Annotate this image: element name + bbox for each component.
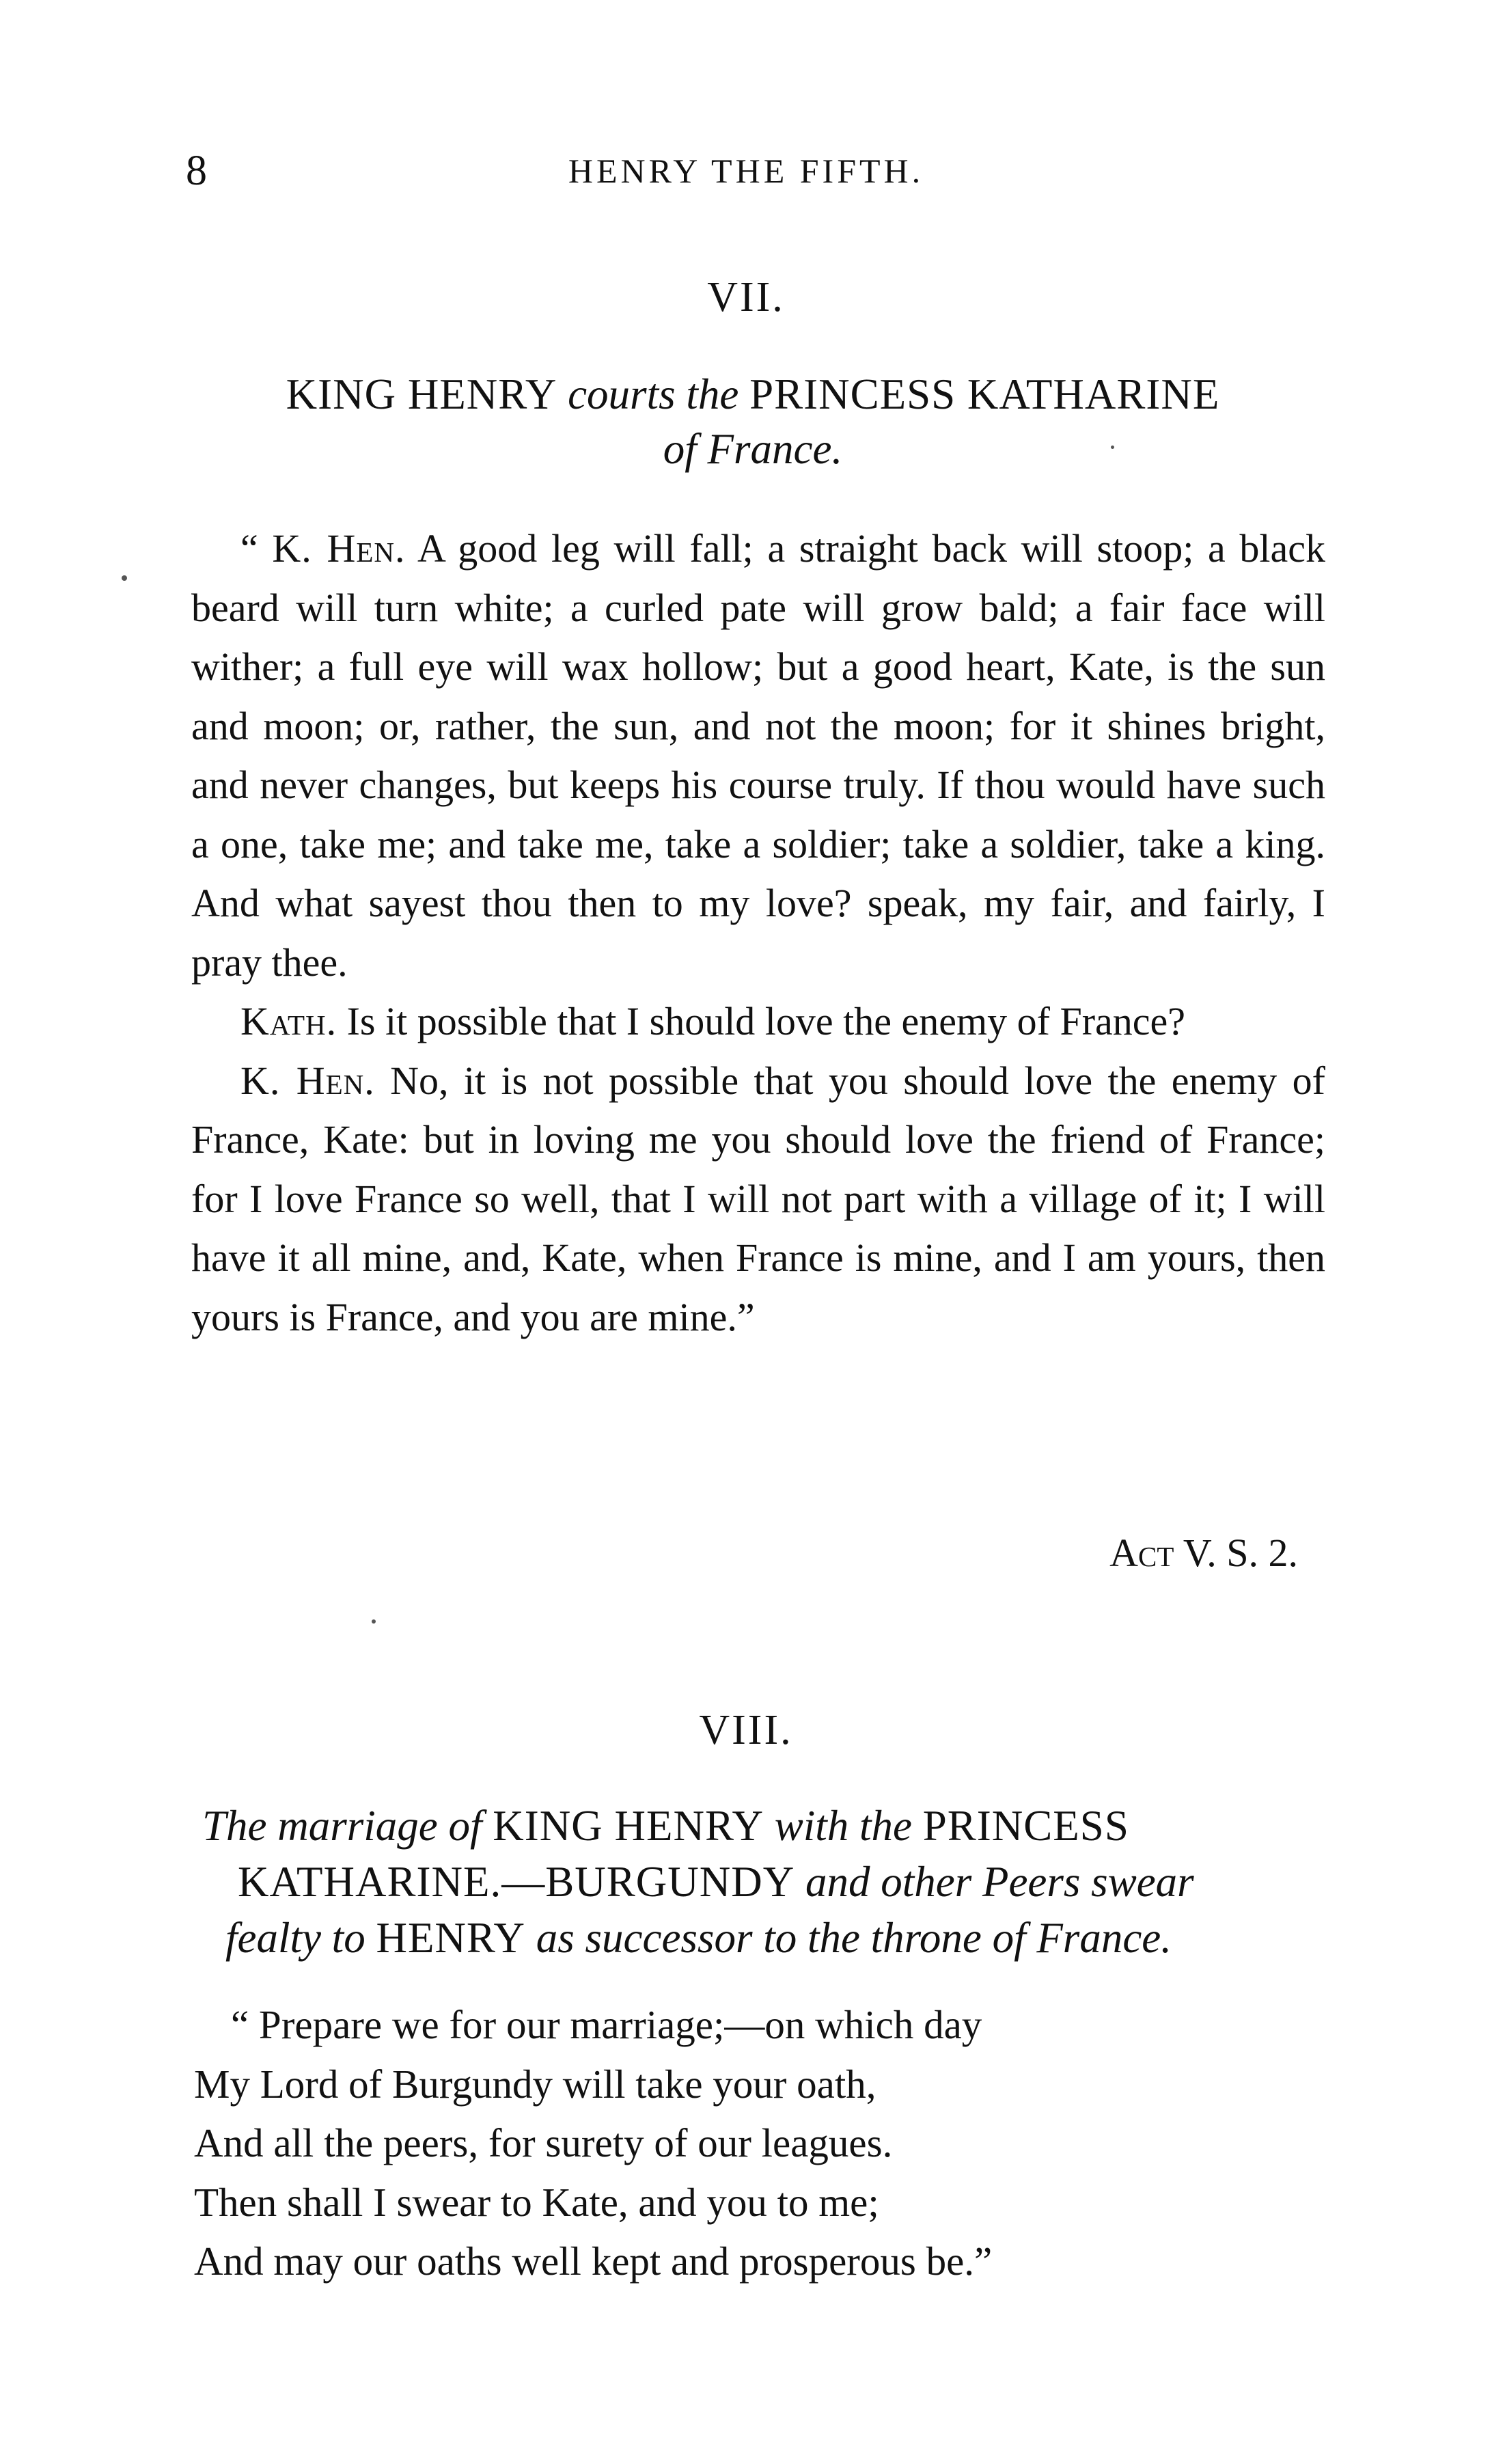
verse-line: Then shall I swear to Kate, and you to me; xyxy=(194,2179,879,2225)
heading-katharine-burgundy: KATHARINE.—BURGUNDY xyxy=(238,1858,795,1906)
speech-text: No, it is not possible that you should love the enemy of France, Kate: but in loving me you should love the friend of France; for I love France so well, that I will not part with a village of it; I will have it all mine, and, Kate, when France is mine, and I am yours, then yours is France, and you are mine.” xyxy=(191,1058,1325,1339)
section-numeral-vii: VII. xyxy=(707,274,785,320)
section-numeral-viii: VIII. xyxy=(699,1707,793,1753)
speech-paragraph xyxy=(191,992,1325,1052)
print-speck xyxy=(1111,446,1114,449)
act-scene-citation xyxy=(956,1524,1298,1583)
citation-scene: V. S. 2. xyxy=(1174,1531,1298,1575)
page-number: 8 xyxy=(186,148,207,194)
verse-line: And may our oaths well kept and prosperous be.” xyxy=(194,2239,993,2284)
print-speck xyxy=(122,575,127,581)
verse-line: “ Prepare we for our marriage;—on which day xyxy=(231,2002,982,2047)
heading-as-successor: as successor to the throne of France. xyxy=(525,1914,1172,1962)
citation-act: Act xyxy=(1109,1531,1174,1575)
section-heading-viii-line2 xyxy=(238,1853,1331,1911)
section-heading-viii-line3 xyxy=(225,1909,1318,1967)
verse-line: My Lord of Burgundy will take your oath, xyxy=(194,2061,876,2107)
heading-the-marriage-of: The marriage of xyxy=(202,1802,493,1850)
dialogue-block xyxy=(191,519,1325,1347)
running-head xyxy=(186,143,1306,198)
heading-courts-the: courts the xyxy=(557,370,750,418)
heading-fealty-to: fealty to xyxy=(225,1914,376,1962)
section-heading-viii-line1 xyxy=(202,1797,1323,1854)
speech-text: A good leg will fall; a straight back will stoop; a black beard will turn white; a curled pate will grow bald; a fair face will wither; a full eye will wax hollow; but a good heart, Kate, is the sun and moon; or, rather, the sun, and not the moon; for it shines bright, and never changes, but keeps his course truly. If thou would have such a one, take me; and take me, take a soldier; take a soldier, take a king. And what sayest thou then to my love? speak, my fair, and fairly, I pray thee. xyxy=(191,526,1325,985)
speaker-name: K. Hen. xyxy=(272,526,406,571)
heading-with-the: with the xyxy=(764,1802,923,1850)
open-quote: “ xyxy=(240,526,273,571)
heading-king-henry: KING HENRY xyxy=(493,1802,764,1850)
verse-line: And all the peers, for surety of our leagues. xyxy=(194,2120,893,2165)
heading-princess: PRINCESS xyxy=(922,1802,1129,1850)
heading-henry: HENRY xyxy=(376,1914,525,1962)
speech-paragraph xyxy=(191,519,1325,992)
section-heading-vii-line1 xyxy=(186,366,1320,423)
heading-princess-katharine: PRINCESS KATHARINE xyxy=(749,370,1220,418)
print-speck xyxy=(372,1619,376,1624)
speaker-name: Kath. xyxy=(240,999,337,1043)
verse-quotation xyxy=(194,1995,992,2291)
heading-king-henry: KING HENRY xyxy=(286,370,557,418)
speaker-name: K. Hen. xyxy=(240,1058,375,1103)
section-heading-vii-line2: of France. xyxy=(663,425,843,473)
heading-and-other-peers-swear: and other Peers swear xyxy=(795,1858,1194,1906)
speech-paragraph xyxy=(191,1052,1325,1347)
speech-text: Is it possible that I should love the enemy of France? xyxy=(337,999,1185,1043)
running-title: HENRY THE FIFTH. xyxy=(568,152,924,190)
